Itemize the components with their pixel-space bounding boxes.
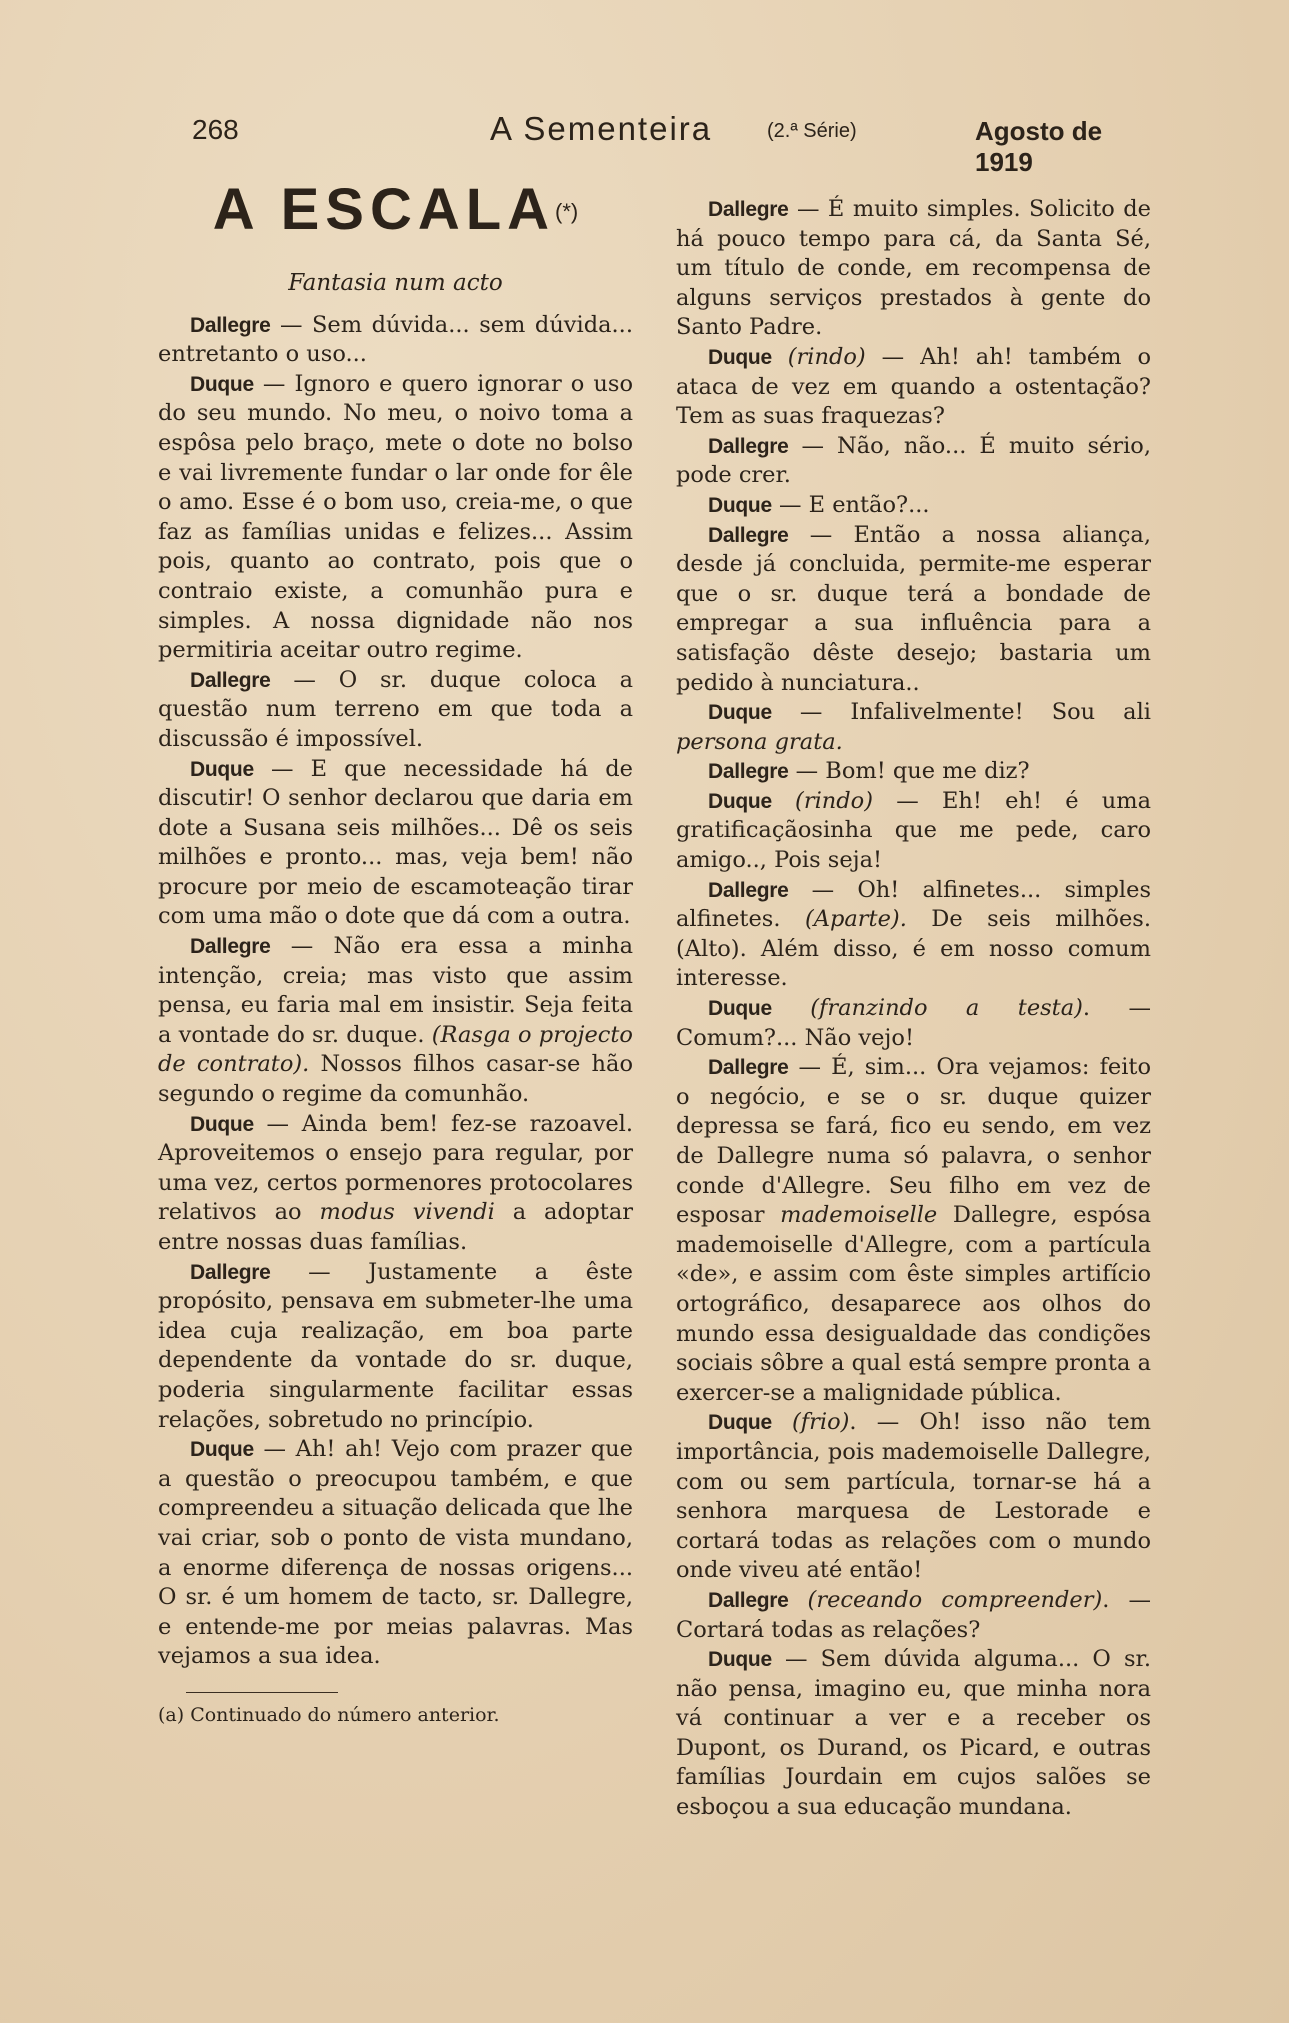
dialogue-text: — Sem dúvida... sem dúvida... entretanto o uso...	[158, 311, 633, 368]
dialogue-text: — O sr. duque coloca a questão num terreno em que toda a discussão é impossível.	[158, 666, 633, 752]
dialogue-paragraph	[158, 932, 633, 1110]
article-title	[158, 177, 633, 263]
dialogue-paragraph	[676, 343, 1151, 432]
dialogue-text: — Ah! ah! também o ataca de vez em quando a ostentação? Tem as suas fraquezas?	[676, 343, 1151, 430]
speaker-name: Dallegre	[708, 198, 789, 221]
article-subtitle: Fantasia num acto	[288, 270, 503, 296]
speaker-name: Dallegre	[708, 1588, 789, 1612]
dialogue-text: — Ainda bem! fez-se razoavel. Aproveitemos o ensejo para regular, por uma vez, certos pormenores protocolares relativos ao	[158, 1110, 633, 1226]
dialogue-text: — Justamente a êste propósito, pensava em submeter-lhe uma idea cuja realização, em boa parte dependente da vontade do sr. duque, poderia singularmente facilitar essas relações, sobretudo no princípio.	[158, 1258, 633, 1433]
publication-series: (2.ª Série)	[767, 120, 857, 142]
dialogue-paragraph	[676, 698, 1151, 757]
dialogue-text: — Não, não... É muito sério, pode crer.	[676, 432, 1151, 489]
dialogue-text: . — Cortará todas as relações?	[676, 1586, 1151, 1643]
dialogue-text: . — Comum?... Não vejo!	[676, 995, 1151, 1051]
dialogue-paragraph	[158, 1258, 633, 1436]
dialogue-text: — Sem dúvida alguma... O sr. não pensa, imagino eu, que minha nora vá continuar a ver e a receber os Dupont, os Durand, os Picard, e outras famílias Jourdain em cujos salões se esboçou a sua educação mundana.	[676, 1646, 1151, 1821]
dialogue-text: — E que necessidade há de discutir! O senhor declarou que daria em dote a Susana seis milhões... Dê os seis milhões e pronto... mas, veja bem! não procure por meio de escamoteação tirar com uma mão o dote que dá com a outra.	[158, 755, 633, 930]
stage-direction: (rindo)	[771, 343, 866, 370]
dialogue-paragraph	[676, 1408, 1151, 1586]
dialogue-text: — Eh! eh! é uma gratificaçãosinha que me pede, caro amigo.., Pois seja!	[676, 787, 1152, 874]
speaker-name: Dallegre	[190, 668, 271, 692]
dialogue-paragraph	[676, 876, 1151, 994]
stage-direction: (Aparte).	[804, 906, 907, 933]
stage-direction: modus vivendi	[319, 1199, 495, 1226]
article-title-footnote-mark: (*)	[555, 199, 579, 224]
stage-direction: (franzindo a testa)	[771, 995, 1083, 1022]
dialogue-text: Nossos filhos casar-se hão segundo o regime da comunhão.	[158, 1051, 633, 1108]
dialogue-paragraph	[158, 1435, 633, 1672]
publication-date: Agosto de 1919	[975, 116, 1103, 177]
dialogue-text: — Oh! alfinetes... simples alfinetes.	[676, 876, 1151, 933]
right-dialogue	[676, 195, 1151, 1823]
speaker-name: Duque	[708, 493, 772, 517]
dialogue-paragraph	[676, 521, 1151, 699]
stage-direction: (Rasga o projecto de contrato).	[158, 1021, 633, 1078]
speaker-name: Dallegre	[708, 878, 789, 902]
dialogue-text: — É, sim... Ora vejamos: feito o negócio, e se o sr. duque quizer depressa se fará, fico eu sendo, em vez de Dallegre numa só palavra, o senhor conde d'Allegre. Seu filho em vez de esposar	[676, 1054, 1151, 1229]
dialogue-paragraph	[158, 755, 633, 933]
dialogue-text: De seis milhões. (Alto). Além disso, é em nosso comum interesse.	[676, 906, 1151, 992]
dialogue-paragraph	[676, 195, 1151, 343]
speaker-name: Dallegre	[190, 935, 271, 959]
speaker-name: Duque	[190, 1438, 254, 1462]
dialogue-text: — Não era essa a minha intenção, creia; mas visto que assim pensa, eu faria mal em insistir. Seja feita a vontade do sr. duque.	[158, 933, 633, 1048]
left-column	[158, 177, 633, 1731]
dialogue-paragraph	[676, 757, 1151, 787]
dialogue-paragraph	[676, 1645, 1151, 1823]
left-dialogue	[158, 311, 633, 1672]
stage-direction: persona grata.	[676, 728, 843, 755]
right-column	[676, 195, 1151, 1823]
dialogue-text: Dallegre, espósa mademoiselle d'Allegre, com a partícula «de», e assim com êste simples artifício ortográfico, desaparece aos olhos do mundo essa desigualdade das condições sociais sôbre a qual está sempre pronta a exercer-se a malignidade pública.	[676, 1202, 1151, 1406]
dialogue-paragraph	[158, 311, 633, 370]
page-number: 268	[192, 114, 239, 145]
dialogue-text: — Então a nossa aliança, desde já concluida, permite-me esperar que o sr. duque terá a bondade de empregar a sua influência para a satisfação dêste desejo; bastaria um pedido à nunciatura..	[676, 521, 1151, 696]
speaker-name: Duque	[708, 1411, 772, 1435]
stage-direction: (receando compreender)	[788, 1586, 1103, 1613]
speaker-name: Duque	[708, 345, 772, 369]
dialogue-paragraph	[676, 491, 1151, 521]
speaker-name: Dallegre	[190, 313, 271, 337]
speaker-name: Duque	[190, 1112, 254, 1136]
speaker-name: Duque	[708, 701, 772, 725]
dialogue-paragraph	[676, 787, 1151, 876]
article-title-text: A ESCALA	[212, 177, 556, 242]
page-header	[150, 110, 1130, 177]
speaker-name: Dallegre	[708, 434, 789, 458]
speaker-name: Dallegre	[708, 760, 789, 784]
speaker-name: Dallegre	[708, 523, 789, 547]
dialogue-paragraph	[676, 432, 1151, 491]
dialogue-text: — Infalivelmente! Sou ali	[771, 699, 1151, 726]
dialogue-paragraph	[676, 1053, 1151, 1408]
stage-direction: (frio)	[771, 1409, 850, 1436]
speaker-name: Dallegre	[708, 1056, 789, 1080]
dialogue-text: — Bom! que me diz?	[788, 758, 1030, 785]
dialogue-paragraph	[676, 994, 1151, 1053]
footnote: (a) Continuado do número anterior.	[158, 1703, 500, 1726]
stage-direction: mademoiselle	[780, 1202, 938, 1229]
dialogue-text: . — Oh! isso não tem importância, pois mademoiselle Dallegre, com ou sem partícula, tornar-se há a senhora marquesa de Lestorade e cortará todas as relações com o mundo onde viveu até então!	[676, 1409, 1151, 1584]
dialogue-text: a adoptar entre nossas duas famílias.	[158, 1199, 633, 1255]
speaker-name: Dallegre	[190, 1260, 271, 1284]
dialogue-paragraph	[158, 666, 633, 755]
dialogue-text: — É muito simples. Solicito de há pouco tempo para cá, da Santa Sé, um título de conde, em recompensa de alguns serviços prestados à gente do Santo Padre.	[676, 196, 1151, 341]
speaker-name: Duque	[708, 789, 772, 813]
speaker-name: Duque	[708, 1648, 772, 1672]
dialogue-paragraph	[158, 1110, 633, 1258]
publication-title: A Sementeira	[490, 110, 713, 147]
dialogue-paragraph	[158, 370, 633, 666]
dialogue-paragraph	[676, 1586, 1151, 1645]
dialogue-text: — Ah! ah! Vejo com prazer que a questão o preocupou também, e que compreendeu a situação delicada que lhe vai criar, sob o ponto de vista mundano, a enorme diferença de nossas origens... O sr. é um homem de tacto, sr. Dallegre, e entende-me por meias palavras. Mas vejamos a sua idea.	[158, 1436, 633, 1670]
footnote-divider	[186, 1692, 338, 1693]
dialogue-text: — Ignoro e quero ignorar o uso do seu mundo. No meu, o noivo toma a espôsa pelo braço, mete o dote no bolso e vai livremente fundar o lar onde for êle o amo. Esse é o bom uso, creia-me, o que faz as famílias unidas e felizes... Assim pois, quanto ao contrato, pois que o contraio existe, a comunhão pura e simples. A nossa dignidade não nos permitiria aceitar outro regime.	[158, 370, 633, 664]
speaker-name: Duque	[190, 372, 254, 396]
stage-direction: (rindo)	[771, 787, 874, 814]
speaker-name: Duque	[190, 757, 254, 781]
dialogue-text: — E então?...	[771, 491, 930, 518]
speaker-name: Duque	[708, 997, 772, 1021]
